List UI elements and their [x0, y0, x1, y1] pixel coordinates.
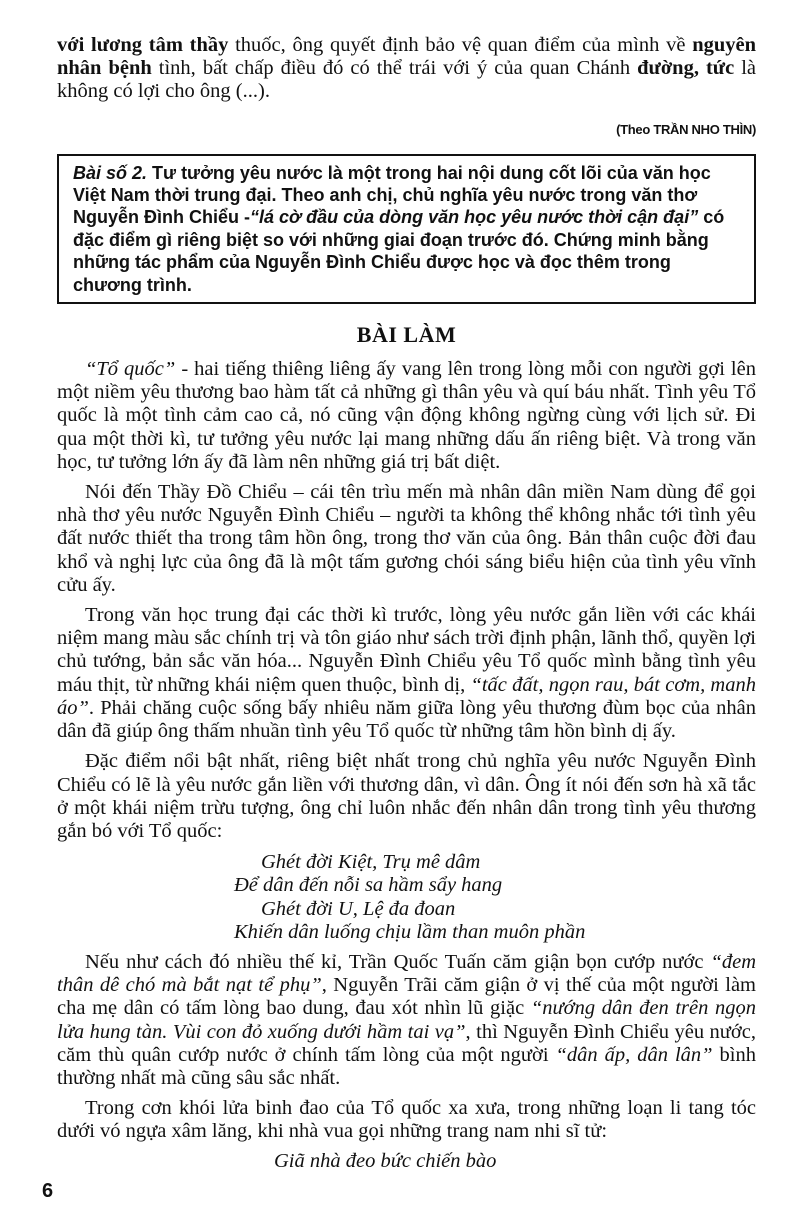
- page-number: 6: [42, 1180, 54, 1202]
- poem-line: Khiến dân luống chịu lầm than muôn phần: [234, 920, 586, 943]
- intro-text-1: thuốc, ông quyết định bảo vệ quan điểm của mình về: [228, 34, 693, 56]
- poem-line: Ghét đời Kiệt, Trụ mê dâm: [261, 851, 481, 874]
- p5-text-2: , Nguyễn Trãi căm giận ở vị thế của một người làm cha mẹ dân có tấm lòng bao dung, đau xót nhìn lũ giặc: [57, 974, 756, 1020]
- intro-bold-3: đường, tức: [637, 57, 735, 80]
- p1-quote: “Tổ quốc”: [85, 358, 176, 381]
- p5-quote-1: “đem thân dê chó mà bắt nạt tể phụ”: [57, 950, 756, 997]
- paragraph-1: [57, 358, 756, 474]
- intro-bold-2: nguyên nhân bệnh: [57, 34, 756, 80]
- paragraph-6: Trong cơn khói lửa binh đao của Tổ quốc xa xưa, trong những loạn li tang tóc dưới vó ngựa xâm lăng, khi nhà vua gọi những trang nam nhi sĩ tử:: [57, 1097, 756, 1143]
- poem-block-1: [57, 851, 756, 944]
- p3-text-1: Trong văn học trung đại các thời kì trước, lòng yêu nước gắn liền với các khái niệm mang màu sắc chính trị và tôn giáo như sách trời định phận, lãnh thổ, quyền lợi chủ tướng, bản sắc văn hóa... Nguyễn Đình Chiểu yêu Tổ quốc mình bằng tình yêu máu thịt, từ những khái niệm quen thuộc, bình dị,: [57, 604, 756, 696]
- p3-quote: “tấc đất, ngọn rau, bát cơm, manh áo”: [57, 673, 756, 719]
- exercise-text-1: Tư tưởng yêu nước là một trong hai nội dung cốt lõi của văn học Việt Nam thời trung đại. Theo anh chị, chủ nghĩa yêu nước trong văn thơ Nguyễn Đình Chiểu -: [73, 162, 711, 228]
- paragraph-4: Đặc điểm nổi bật nhất, riêng biệt nhất trong chủ nghĩa yêu nước Nguyễn Đình Chiểu có lẽ là yêu nước gắn liền với thương dân, vì dân. Ông ít nói đến sơn hà xã tắc ở một khái niệm trừu tượng, ông chỉ luôn nhắc đến nhân dân trong tình yêu thương gắn bó với Tổ quốc:: [57, 750, 756, 842]
- p5-text-4: bình thường nhất mà cũng sâu sắc nhất.: [57, 1043, 756, 1089]
- p5-text-3: , thì Nguyễn Đình Chiểu yêu nước, căm thù quân cướp nước ở chính tấm lòng của một người: [57, 1020, 756, 1066]
- p5-text-1: Nếu như cách đó nhiều thế kỉ, Trần Quốc Tuấn căm giận bọn cướp nước: [85, 950, 711, 973]
- p1-text: - hai tiếng thiêng liêng ấy vang lên trong lòng mỗi con người gợi lên một niềm yêu thương bao hàm tất cả những gì thân yêu và quí báu nhất. Tình yêu Tổ quốc là một tình cảm cao cả, nó cũng vận động không ngừng cùng với lịch sử. Đi qua một thời kì, tư tưởng yêu nước lại mang những dấu ấn riêng biệt. Và trong văn học, tư tưởng lớn ấy đã làm nên những giá trị bất diệt.: [57, 358, 756, 473]
- paragraph-2: Nói đến Thầy Đồ Chiểu – cái tên trìu mến mà nhân dân miền Nam dùng để gọi nhà thơ yêu nước Nguyễn Đình Chiểu – người ta không thể không nhắc tới tình yêu đất nước thiết tha trong tâm hồn ông, trong thơ văn của ông. Bản thân cuộc đời đau khổ và nghị lực của ông đã là một tấm gương chói sáng biểu hiện của tình yêu vĩnh cửu ấy.: [57, 481, 756, 596]
- p5-quote-2: “nướng dân đen trên ngọn lửa hung tàn. Vùi con đỏ xuống dưới hầm tai vạ”: [57, 997, 756, 1043]
- intro-bold-1: với lương tâm thầy: [57, 34, 229, 56]
- section-heading: BÀI LÀM: [356, 322, 457, 348]
- attribution: (Theo TRẦN NHO THÌN): [616, 121, 756, 137]
- p5-quote-3: “dân ấp, dân lân”: [555, 1043, 713, 1066]
- poem-line: Ghét đời U, Lệ đa đoan: [261, 897, 456, 920]
- exercise-lead: Bài số 2.: [73, 162, 148, 183]
- exercise-text-2: có đặc điểm gì riêng biệt so với những giai đoạn trước đó. Chứng minh bằng những tác phẩm của Nguyễn Đình Chiểu được học và đọc thêm trong chương trình.: [73, 207, 725, 295]
- intro-text-3: là không có lợi cho ông (...).: [57, 57, 756, 103]
- poem-line: Giã nhà đeo bức chiến bào: [274, 1149, 497, 1172]
- intro-paragraph: [57, 34, 756, 104]
- intro-text-2: tình, bất chấp điều đó có thể trái với ý của quan Chánh: [151, 57, 638, 80]
- p3-text-2: . Phải chăng cuộc sống bấy nhiêu năm giữa lòng yêu thương đùm bọc của nhân dân đã giúp ông thấm nhuần tình yêu Tổ quốc từ những tâm hồn bình dị ấy.: [57, 696, 756, 743]
- exercise-box: [57, 154, 756, 304]
- paragraph-5: [57, 951, 756, 1090]
- paragraph-3: [57, 604, 756, 743]
- poem-block-2: [57, 1150, 756, 1173]
- poem-line: Để dân đến nỗi sa hầm sẩy hang: [234, 874, 503, 897]
- exercise-quote: “lá cờ đầu của dòng văn học yêu nước thời cận đại”: [250, 207, 699, 228]
